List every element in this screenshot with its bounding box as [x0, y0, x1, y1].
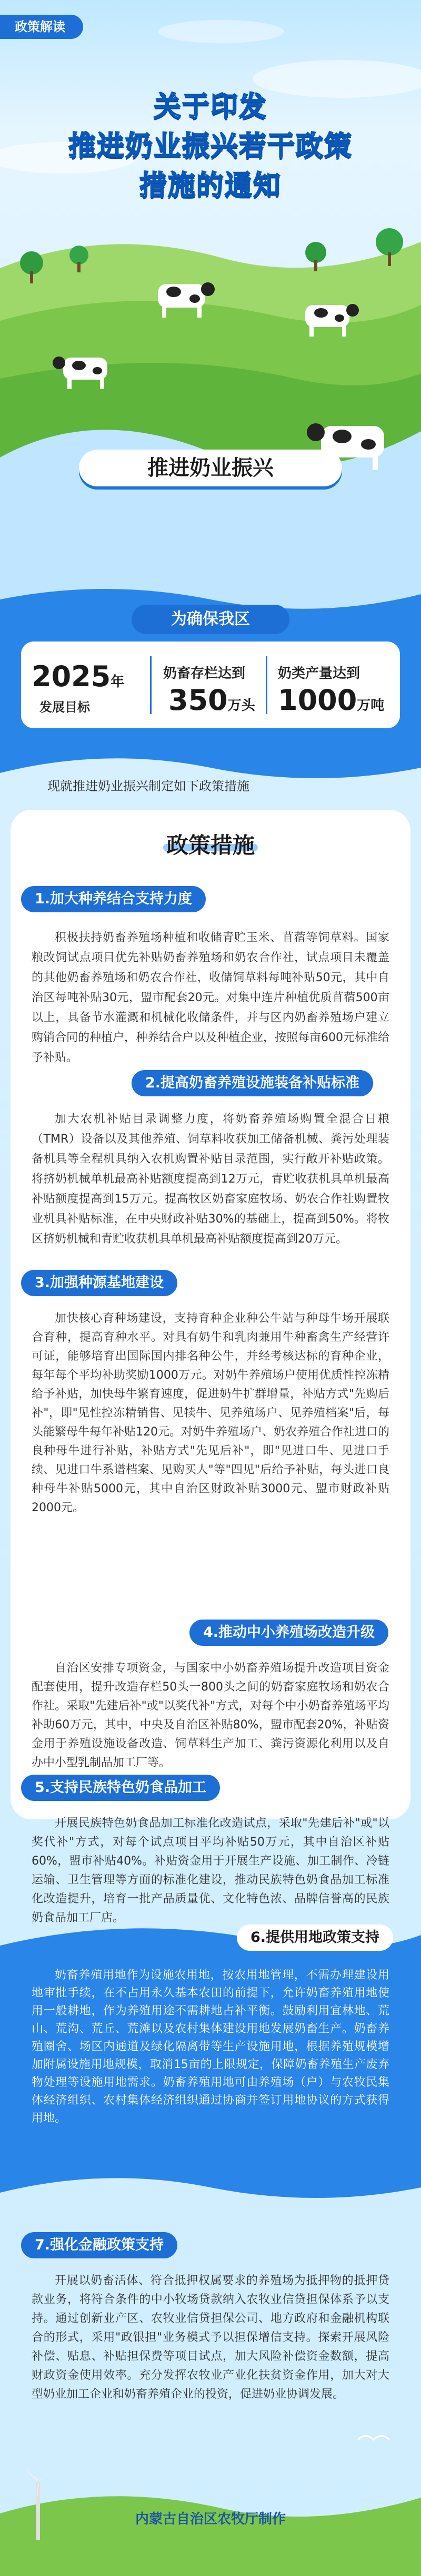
section-body-2: 加大农机补贴目录调整力度，将奶畜养殖场购置全混合日粮（TMR）设备以及其他养殖、饲草料收获加工储备机械、粪污处理装备机具等全程机具纳入农机购置补贴目录范围，实行敞开补贴政策。将挤奶机械单机最高补贴额度提高到12万元，青贮收获机具单机最高补贴额度提高到15万元。提高牧区奶畜家庭牧场、奶农合作社购置牧业机具补贴标准，在中央财政补贴30%的基础上，提高到50%。将牧区挤奶机械和青贮收获机具单机最高补贴额度提高到20万元。	[32, 1113, 389, 1246]
hero-title-line-1: 关于印发	[153, 91, 267, 123]
section-body-7: 开展以奶畜活体、符合抵押权属要求的养殖场为抵押物的抵押贷款业务，将符合条件的中小牧场贷款纳入农牧业信贷担保体系予以支持。通过创新业产区、农牧业信贷担保公司、地方政府和金融机构联合的形式，采用"政银担"业务模式予以担保增信支持。探索开展风险补偿、贴息、补贴担保费等项目试点，加大风险补偿资金数额，提高财政资金使用效率。充分发挥农牧业产业化扶贫资金作用，加大对大型奶业加工企业和奶畜养殖企业的投资，促进奶业协调发展。	[32, 2274, 389, 2401]
divider	[266, 656, 267, 714]
section-body-3: 加快核心育种场建设，支持育种企业种公牛站与种母牛场开展联合育种，提高育种水平。对具有奶牛和乳肉兼用牛种畜禽生产经营许可证，能够培育出国际国内排名种公牛，并经考核达标的育种企业，每年每个平均补助奖励1000万元。对奶牛养殖场户使用优质性控冻精给予补贴，加快母牛繁育速度，促进奶牛扩群增量，补贴方式"先购后补"，即"见性控冻精销售、见犊牛、见养殖场户、见养殖档案"后，每头能繁母牛每年补贴120元。对奶牛养殖场户、奶农养殖合作社进口的良种母牛进行补贴，补贴方式"先见后补"，即"见进口牛、见进口手续、见进口牛系谱档案、见购买人"等"四见"后给予补贴，每头进口良种母牛补贴5000元，其中自治区财政补贴3000元、盟市财政补贴2000元。	[32, 1312, 389, 1514]
section-banner: 推进奶业振兴	[79, 450, 342, 486]
bird-icon	[358, 2436, 389, 2440]
goal-pill: 为确保我区	[132, 605, 289, 634]
section-body-6: 奶畜养殖用地作为设施农用地，按农用地管理，不需办理建设用地审批手续，在不占用永久基本农田的前提下，允许奶畜养殖用地使用一般耕地，作为养殖用途不需耕地占补平衡。鼓励利用宜林地、荒山、荒沟、荒丘、荒滩以及农村集体建设用地发展奶畜生产。奶畜养殖圈舍、场区内通道及绿化隔离带等生产设施用地，根据养殖规模增加附属设施用地规模，取消15亩的上限规定，保障奶畜养殖生产废弃物处理等设施用地需求。奶畜养殖用地可由养殖场（户）与农牧民集体经济组织、农村集体经济组织通过协商并签订用地协议的方式获得用地。	[32, 1969, 389, 2125]
bottom-landscape	[0, 2419, 421, 2576]
goal-stock-value: 350万头	[168, 684, 255, 717]
goal-stock-label: 奶畜存栏达到	[163, 666, 246, 681]
category-tag: 政策解读	[0, 15, 83, 39]
section-title-1: 1.加大种养结合支持力度	[21, 886, 206, 912]
section-body-1: 积极扶持奶畜养殖场种植和收储青贮玉米、苜蓿等饲草料。国家粮改饲试点项目优先补贴奶畜养殖场和奶农合作社，试点项目未覆盖的其他奶畜养殖场和奶农合作社，收储饲草料每吨补贴50元，其中自治区每吨补贴30元，盟市配套20元。对集中连片种植优质苜蓿500亩以上，具备节水灌溉和机械化收储条件，并与区内奶畜养殖场户建立购销合同的种植户，种养结合户以及种植企业，按照每亩600元标准给予补贴。	[32, 931, 389, 1064]
divider	[150, 656, 152, 714]
hero-title-line-2: 推进奶业振兴若干政策	[68, 130, 353, 162]
goal-output-value: 1000万吨	[278, 684, 385, 717]
section-title-2: 2.提高奶畜养殖设施装备补贴标准	[132, 1070, 373, 1096]
pasture-illustration	[0, 205, 421, 636]
footer-credit: 内蒙古自治区农牧厅制作	[135, 2511, 286, 2527]
section-title-3: 3.加强种源基地建设	[21, 1270, 177, 1296]
section-body-4: 自治区安排专项资金，与国家中小奶畜养殖场提升改造项目资金配套使用，提升改造存栏50头一800头之间的奶畜家庭牧场和奶农合作社。采取"先建后补"或"以奖代补"方式，对每个中小奶畜养殖场平均补助60万元，其中，中央及自治区补贴80%，盟市配套20%，补贴资金用于养殖设施设备改造、饲草料生产加工、粪污资源化利用以及自办中小型乳制品加工厂等。	[32, 1662, 389, 1769]
policy-heading: 政策措施	[166, 832, 255, 858]
hero-title-line-3: 措施的通知	[139, 170, 282, 201]
section-title-4: 4.推动中小养殖场改造升级	[189, 1620, 388, 1646]
section-title-6: 6.提供用地政策支持	[237, 1925, 393, 1951]
goal-output-label: 奶类产量达到	[278, 666, 360, 681]
section-title-7: 7.强化金融政策支持	[21, 2232, 177, 2258]
goal-year-label: 发展目标	[39, 700, 90, 715]
section-title-5: 5.支持民族特色奶食品加工	[21, 1775, 220, 1801]
section-body-5: 开展民族特色奶食品加工标准化改造试点，采取"先建后补"或"以奖代补"方式，对每个试点项目平均补贴50万元，其中自治区补贴60%，盟市补贴40%。补贴资金用于开展生产设施、加工制作、冷链运输、卫生管理等方面的标准化建设，推动民族特色奶食品加工标准化改造提升，培育一批产品质量优、文化特色浓、品牌信誉高的民族奶食品加工厂店。	[32, 1817, 389, 1925]
intro-note: 现就推进奶业振兴制定如下政策措施	[47, 779, 249, 793]
goal-year: 2025年	[32, 660, 125, 693]
